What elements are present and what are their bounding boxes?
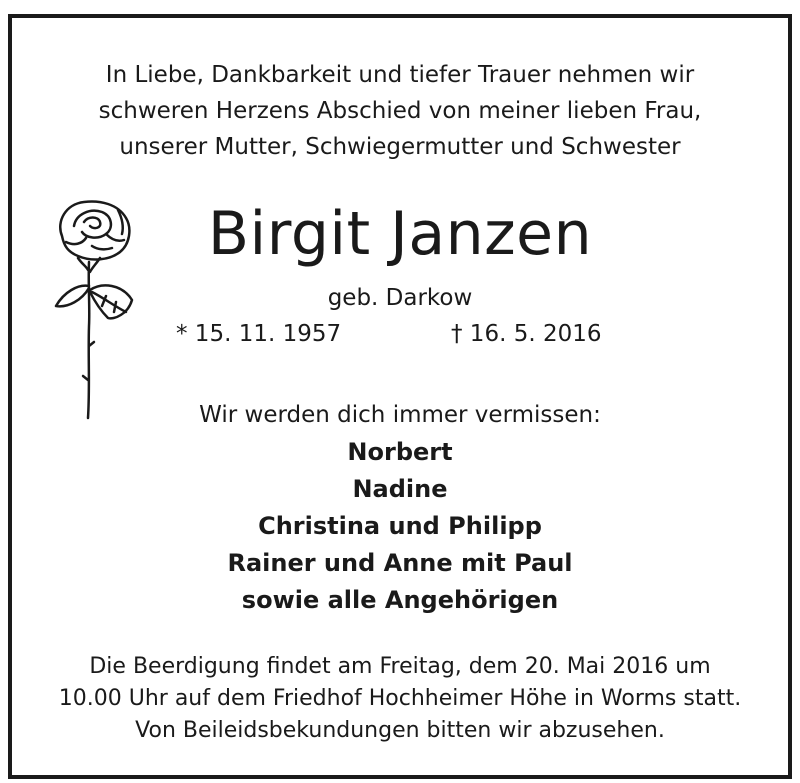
birth-date: * 15. 11. 1957 (176, 321, 342, 347)
mourner-name: Rainer und Anne mit Paul (227, 549, 573, 577)
mourner-name: Nadine (352, 475, 448, 503)
intro-line: unserer Mutter, Schwiegermutter und Schwester (119, 134, 681, 160)
maiden-name: geb. Darkow (327, 285, 473, 311)
intro-line: schweren Herzens Abschied von meiner lieben Frau, (98, 98, 702, 124)
mourner-name: Christina und Philipp (258, 512, 542, 540)
intro-text (0, 57, 800, 165)
mourners-intro: Wir werden dich immer vermissen: (199, 402, 601, 428)
intro-line: In Liebe, Dankbarkeit und tiefer Trauer nehmen wir (105, 62, 695, 88)
deceased-name: Birgit Janzen (207, 199, 593, 269)
funeral-line: 10.00 Uhr auf dem Friedhof Hochheimer Höhe in Worms statt. (58, 686, 742, 711)
mourners-list (0, 434, 800, 619)
death-date: † 16. 5. 2016 (451, 321, 602, 347)
funeral-details (0, 651, 800, 747)
funeral-line: Die Beerdigung findet am Freitag, dem 20. Mai 2016 um (89, 654, 711, 679)
funeral-line: Von Beileidsbekundungen bitten wir abzusehen. (135, 718, 665, 743)
mourner-name: Norbert (347, 438, 453, 466)
mourner-name: sowie alle Angehörigen (241, 586, 559, 614)
